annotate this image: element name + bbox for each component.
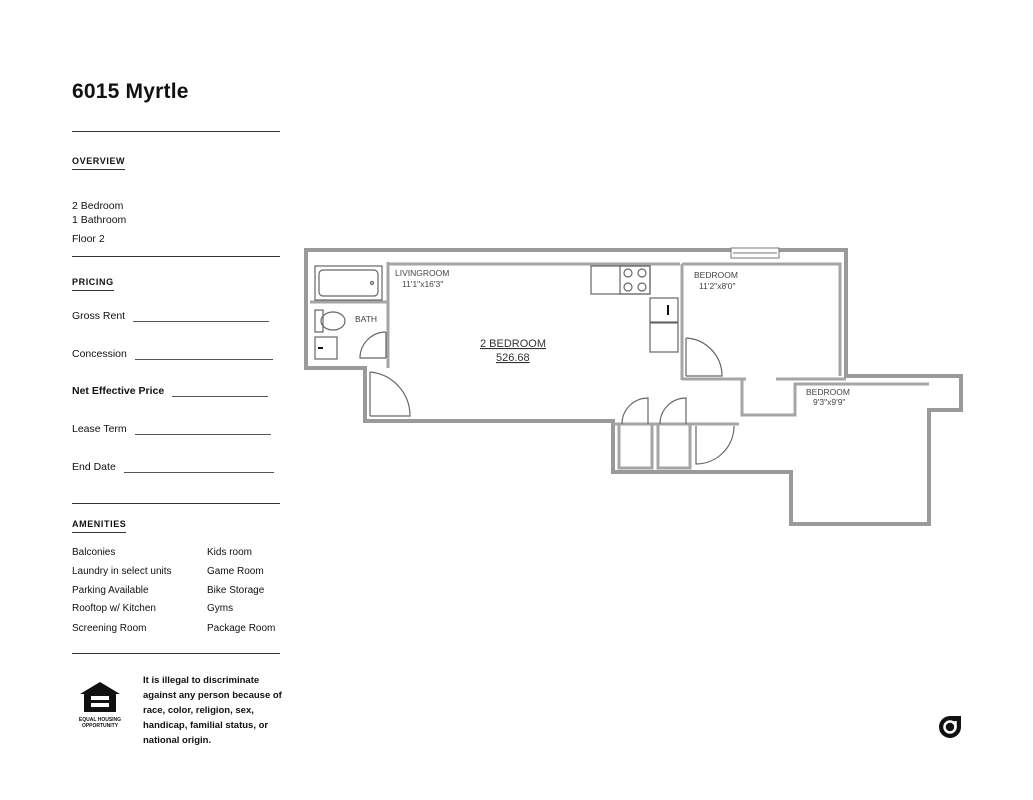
entry-door bbox=[370, 372, 410, 416]
closet-door bbox=[622, 398, 734, 464]
amenity-item: Parking Available bbox=[72, 585, 149, 596]
living-label: LIVINGROOM bbox=[395, 268, 450, 278]
divider bbox=[72, 653, 280, 654]
closet-wall bbox=[658, 424, 690, 468]
lease-term-label: Lease Term bbox=[72, 423, 127, 435]
concession-row bbox=[72, 348, 273, 360]
amenity-item: Bike Storage bbox=[207, 585, 265, 596]
window bbox=[731, 248, 779, 258]
unit-label: 2 BEDROOM bbox=[480, 338, 547, 350]
bedroom2-wall bbox=[742, 379, 929, 415]
page-title: 6015 Myrtle bbox=[72, 80, 189, 103]
gross-rent-row bbox=[72, 310, 269, 322]
end-date-field[interactable] bbox=[124, 472, 274, 473]
gross-rent-field[interactable] bbox=[133, 321, 269, 322]
amenity-item: Laundry in select units bbox=[72, 566, 172, 577]
equal-housing-label: EQUAL HOUSING OPPORTUNITY bbox=[78, 717, 122, 729]
unit-area: 526.68 bbox=[496, 352, 530, 364]
amenity-item: Gyms bbox=[207, 603, 234, 614]
concession-field[interactable] bbox=[135, 359, 273, 360]
divider bbox=[72, 131, 280, 132]
concession-label: Concession bbox=[72, 348, 127, 360]
equal-housing-icon bbox=[78, 680, 122, 714]
net-effective-row bbox=[72, 385, 268, 397]
exterior-wall bbox=[306, 250, 961, 524]
brand-logo-icon bbox=[938, 715, 962, 739]
bedroom2-dims: 9'3"x9'9" bbox=[813, 397, 846, 407]
amenity-item: Package Room bbox=[207, 623, 276, 634]
sink bbox=[315, 337, 337, 359]
end-date-label: End Date bbox=[72, 461, 116, 473]
divider bbox=[72, 256, 280, 257]
divider bbox=[72, 503, 280, 504]
amenity-item: Balconies bbox=[72, 547, 116, 558]
amenities-heading: AMENITIES bbox=[72, 519, 126, 533]
net-effective-field[interactable] bbox=[172, 396, 268, 397]
overview-bathrooms: 1 Bathroom bbox=[72, 214, 127, 226]
lease-term-row bbox=[72, 423, 271, 435]
amenity-item: Game Room bbox=[207, 566, 264, 577]
toilet bbox=[315, 310, 345, 332]
gross-rent-label: Gross Rent bbox=[72, 310, 126, 322]
overview-bedrooms: 2 Bedroom bbox=[72, 200, 124, 212]
bedroom1-wall bbox=[682, 264, 840, 376]
kitchen-counter bbox=[591, 266, 678, 352]
bathtub bbox=[315, 266, 382, 300]
end-date-row bbox=[72, 461, 274, 473]
bedroom1-label: BEDROOM bbox=[694, 270, 738, 280]
amenity-item: Kids room bbox=[207, 547, 253, 558]
living-dims: 11'1"x16'3" bbox=[402, 279, 444, 289]
bedroom2-label: BEDROOM bbox=[806, 387, 850, 397]
fair-housing-notice: It is illegal to discriminate against any person because of race, color, religion, sex, handicap, familial status, or national origin. bbox=[143, 675, 282, 746]
net-effective-label: Net Effective Price bbox=[72, 385, 165, 397]
lease-term-field[interactable] bbox=[135, 434, 271, 435]
pricing-heading: PRICING bbox=[72, 277, 114, 291]
bedroom1-dims: 11'2"x8'0" bbox=[699, 281, 736, 291]
closet-wall bbox=[619, 424, 652, 468]
overview-floor: Floor 2 bbox=[72, 233, 105, 245]
bath-door bbox=[360, 332, 386, 358]
bath-label: BATH bbox=[355, 314, 378, 324]
overview-heading: OVERVIEW bbox=[72, 156, 125, 170]
amenity-item: Rooftop w/ Kitchen bbox=[72, 603, 156, 614]
amenity-item: Screening Room bbox=[72, 623, 147, 634]
bedroom1-door bbox=[686, 338, 722, 376]
